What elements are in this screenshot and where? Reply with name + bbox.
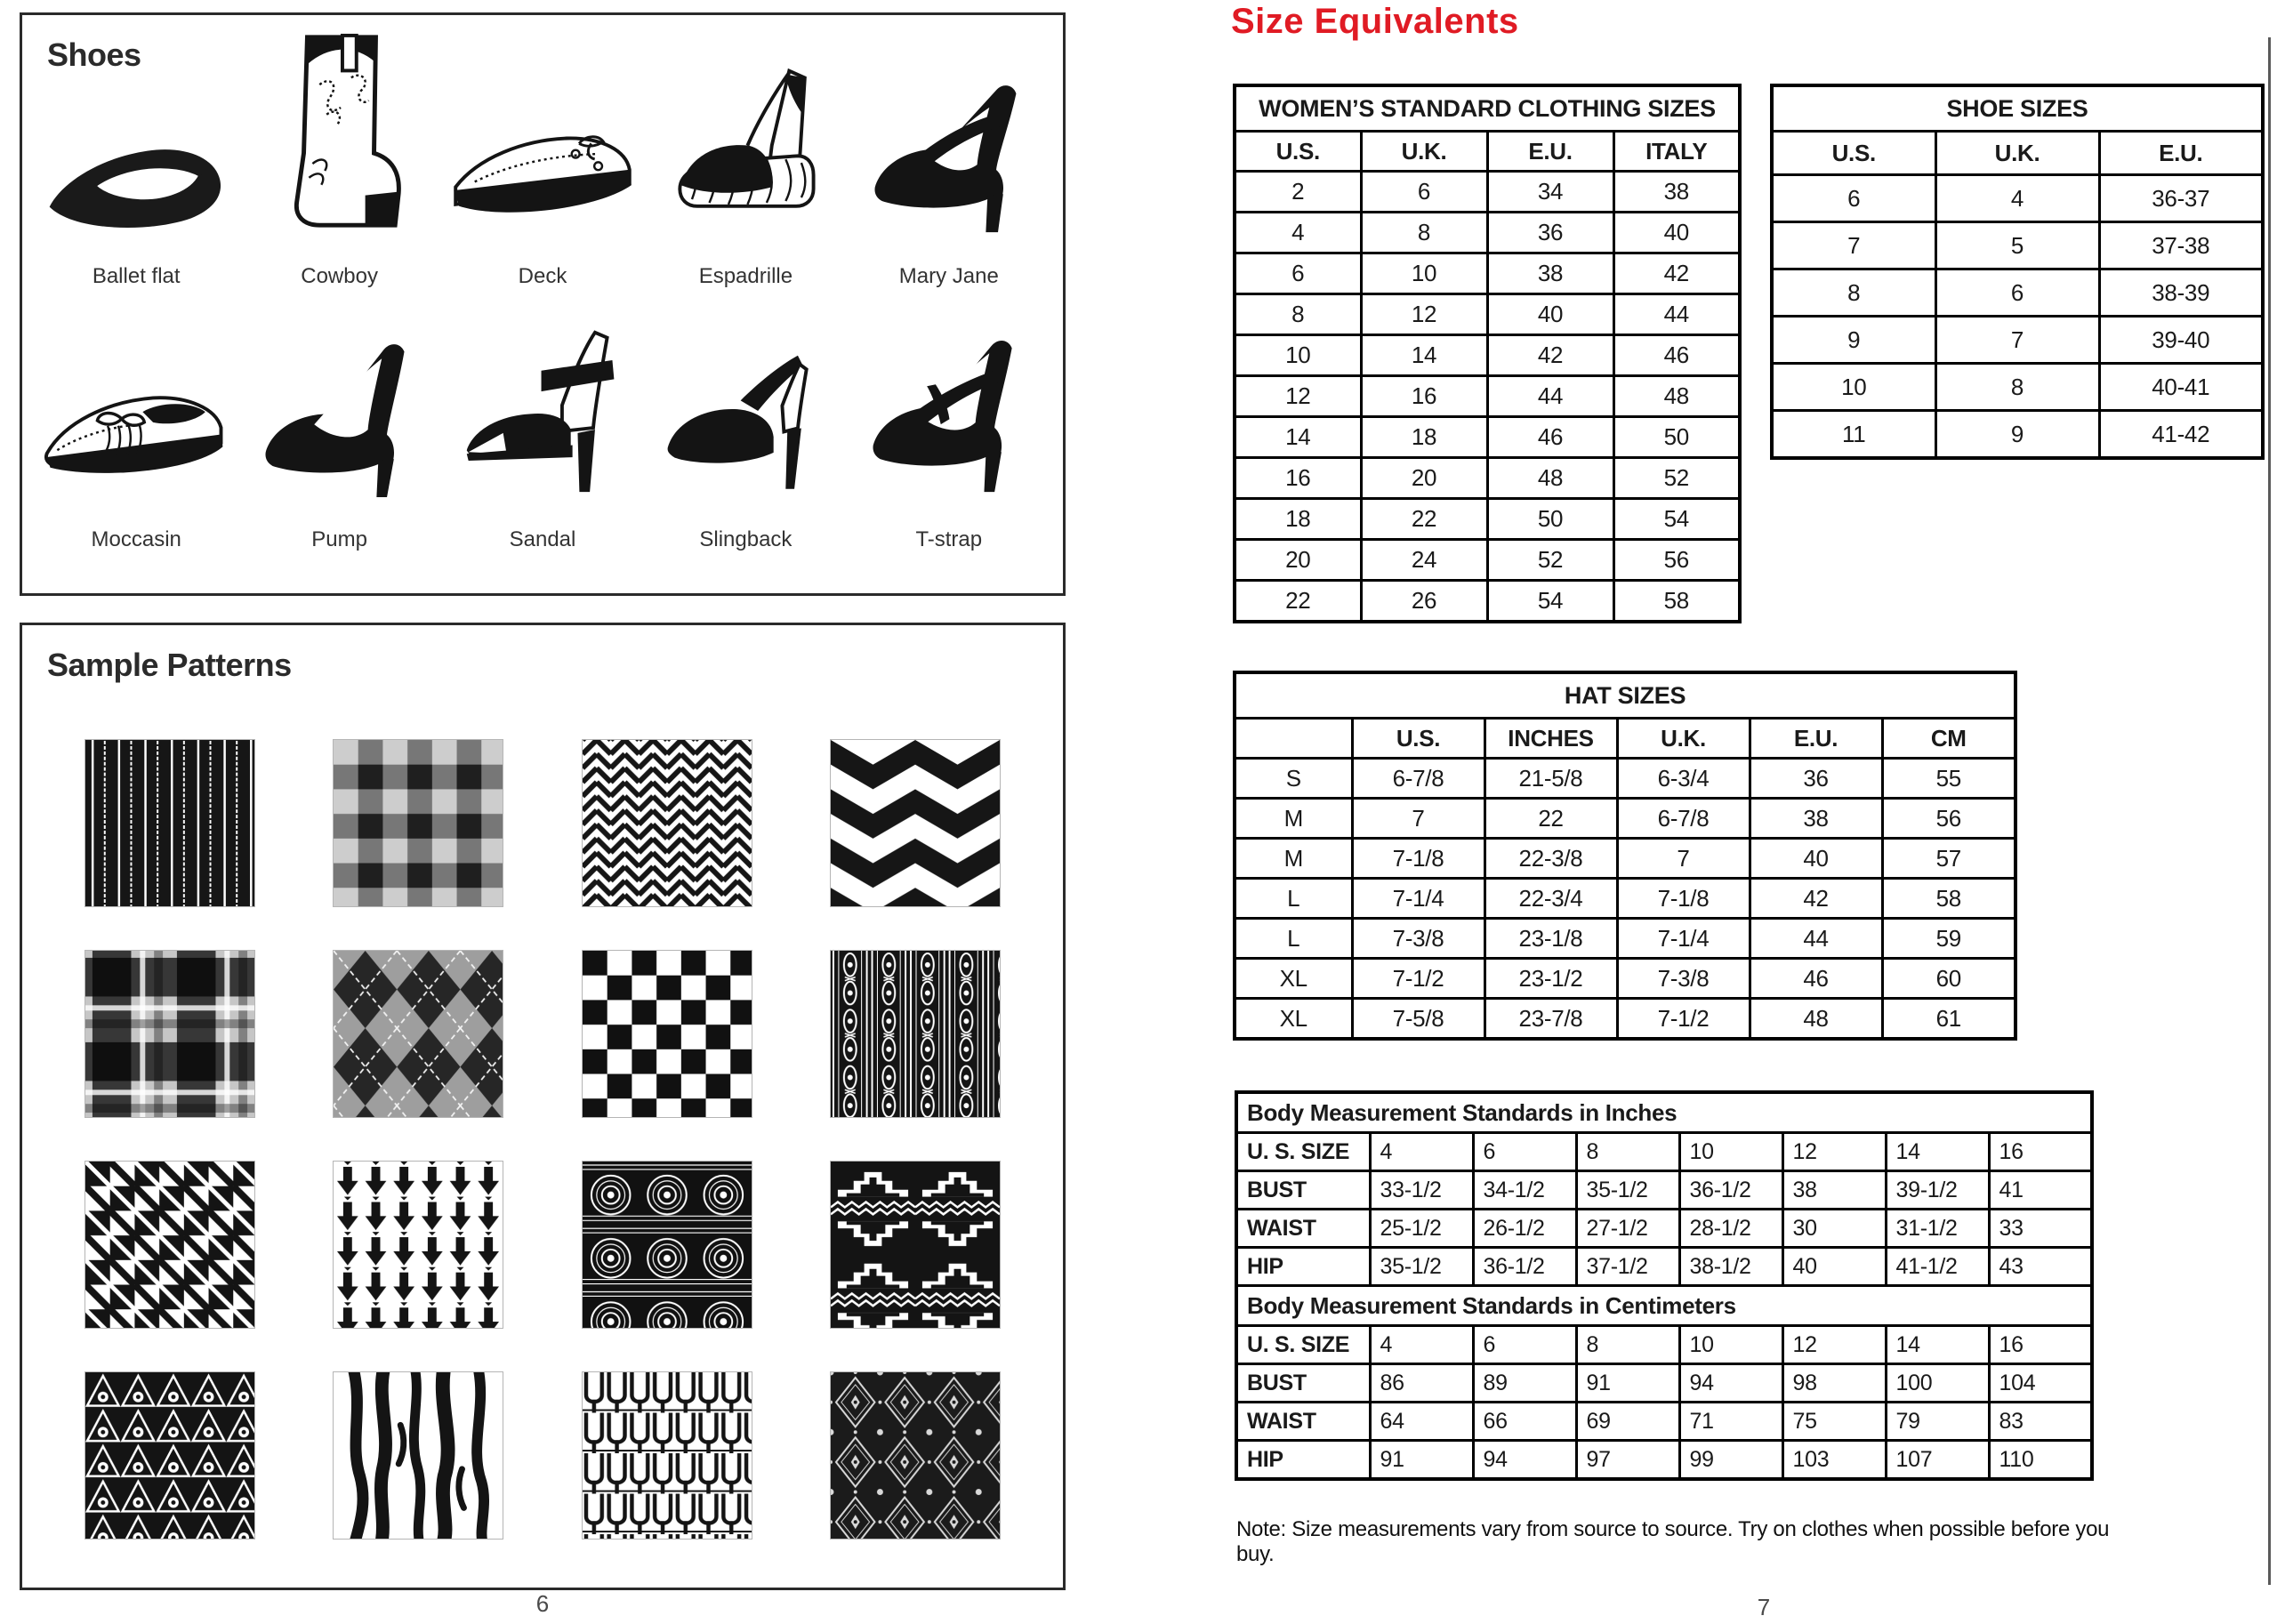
table-row [1235,959,2016,999]
table-cell: 40 [1613,213,1740,253]
table-cell: 46 [1487,417,1613,458]
table-cell: 7-3/8 [1617,959,1750,999]
pattern-aztec-swatch [830,1161,1001,1329]
table-cell: 40 [1750,839,1882,879]
table-cell: 7-3/8 [1352,919,1484,959]
pattern-gingham-swatch [333,739,503,907]
table-cell: 52 [1613,458,1740,499]
body-measurement-table [1235,1090,2094,1481]
table-row [1235,172,1740,213]
table-cell: 22 [1484,799,1617,839]
table-cell: 25-1/2 [1370,1210,1473,1248]
table-row [1235,458,1740,499]
section-title-row [1236,1286,2092,1326]
table-row [1236,1171,2092,1210]
table-cell: 40 [1487,294,1613,335]
espadrille-icon [669,59,822,241]
table-cell: 7-1/8 [1617,879,1750,919]
table-cell: 4 [1370,1326,1473,1364]
table-cell: 23-1/8 [1484,919,1617,959]
table-cell: 20 [1361,458,1487,499]
slingback-icon [661,326,830,504]
table-cell: 4 [1370,1133,1473,1171]
table-cell: 91 [1370,1441,1473,1480]
table-cell: 50 [1487,499,1613,540]
table-header-row [1235,132,1740,172]
pattern-arrow-lattice-swatch [333,1161,503,1329]
table-cell: 8 [1935,364,2099,411]
table-cell: S [1235,759,1352,799]
table-cell: 7 [1935,317,2099,364]
table-title-row [1772,85,2263,132]
table-cell: 8 [1576,1326,1679,1364]
table-cell: 39-1/2 [1886,1171,1989,1210]
shoes-section [20,12,1066,596]
section-title-row [1236,1092,2092,1133]
table-cell: HIP [1236,1441,1370,1480]
column-header: E.U. [1487,132,1613,172]
table-cell: 33 [1989,1210,2092,1248]
table-cell: 26 [1361,581,1487,623]
table-cell: 41 [1989,1171,2092,1210]
shoe-label: Pump [311,527,367,551]
table-cell: 59 [1882,919,2016,959]
table-cell: 14 [1886,1133,1989,1171]
table-cell: 91 [1576,1364,1679,1403]
table-cell: 44 [1613,294,1740,335]
table-cell: 60 [1882,959,2016,999]
table-cell: 12 [1361,294,1487,335]
table-cell: 98 [1782,1364,1886,1403]
pattern-meander-swatch [582,1371,752,1540]
table-cell: 22-3/8 [1484,839,1617,879]
column-header: U.K. [1935,132,2099,175]
shoe-ballet-flat [35,31,237,294]
shoe-slingback [644,294,847,558]
table-row [1235,540,1740,581]
table-cell: 42 [1750,879,1882,919]
table-cell: 18 [1235,499,1361,540]
table-cell: 10 [1772,364,1935,411]
table-cell: WAIST [1236,1403,1370,1441]
table-cell: 7 [1617,839,1750,879]
column-header: U.S. [1772,132,1935,175]
section-title: Body Measurement Standards in Centimeters [1236,1286,2092,1326]
table-cell: 38-39 [2099,269,2263,317]
table-cell: 50 [1613,417,1740,458]
shoe-cowboy [237,31,440,294]
column-header: ITALY [1613,132,1740,172]
table-cell: 30 [1782,1210,1886,1248]
table-cell: 24 [1361,540,1487,581]
table-cell: 38 [1487,253,1613,294]
column-header: E.U. [1750,719,1882,759]
table-cell: 6 [1473,1133,1576,1171]
table-cell: 23-7/8 [1484,999,1617,1040]
table-cell: 94 [1473,1441,1576,1480]
table-cell: XL [1235,959,1352,999]
table-cell: 75 [1782,1403,1886,1441]
table-cell: 14 [1886,1326,1989,1364]
table-cell: 69 [1576,1403,1679,1441]
table-cell: 36 [1750,759,1882,799]
pattern-pinstripe-swatch [84,739,255,907]
table-cell: 16 [1361,376,1487,417]
deck-shoe-icon [447,119,638,241]
table-row [1235,294,1740,335]
table-cell: L [1235,879,1352,919]
table-cell: 58 [1613,581,1740,623]
table-cell: 4 [1235,213,1361,253]
table-cell: 6-7/8 [1617,799,1750,839]
table-cell: 16 [1989,1133,2092,1171]
table-cell: 23-1/2 [1484,959,1617,999]
table-row [1235,919,2016,959]
table-cell: 40 [1782,1248,1886,1286]
table-cell: 7-5/8 [1352,999,1484,1040]
pattern-ikat-stripe-swatch [830,950,1001,1118]
table-cell: 58 [1882,879,2016,919]
pattern-diamond-foulard-swatch [830,1371,1001,1540]
pattern-herringbone-swatch [582,739,752,907]
table-cell: 10 [1361,253,1487,294]
table-cell: 31-1/2 [1886,1210,1989,1248]
table-cell: 66 [1473,1403,1576,1441]
table-cell: 38 [1782,1171,1886,1210]
table-row [1235,999,2016,1040]
pattern-plaid-swatch [84,950,255,1118]
size-note: Note: Size measurements vary from source to source. Try on clothes when possible before you buy. [1236,1517,2110,1566]
table-cell: XL [1235,999,1352,1040]
ballet-flat-icon [43,132,229,241]
table-cell: 16 [1235,458,1361,499]
table-cell: 10 [1235,335,1361,376]
table-cell: 46 [1613,335,1740,376]
shoe-label: Sandal [509,527,576,551]
table-header-row [1235,719,2016,759]
table-cell: 21-5/8 [1484,759,1617,799]
table-cell: 42 [1613,253,1740,294]
pattern-checkerboard-swatch [582,950,752,1118]
table-cell: 107 [1886,1441,1989,1480]
table-title: SHOE SIZES [1772,85,2263,132]
table-row [1236,1364,2092,1403]
pattern-argyle-swatch [333,950,503,1118]
mary-jane-icon [866,68,1031,241]
shoe-t-strap [848,294,1050,558]
shoe-moccasin [35,294,237,558]
table-cell: 46 [1750,959,1882,999]
pattern-zebra-swatch [333,1371,503,1540]
table-cell: 52 [1487,540,1613,581]
table-row [1235,335,1740,376]
table-cell: 83 [1989,1403,2092,1441]
table-cell: 99 [1679,1441,1782,1480]
pattern-triangle-mosaic-swatch [84,1371,255,1540]
table-cell: 38 [1613,172,1740,213]
table-cell: M [1235,839,1352,879]
table-cell: 103 [1782,1441,1886,1480]
table-cell: 41-1/2 [1886,1248,1989,1286]
shoe-label: Espadrille [698,264,793,288]
table-title-row [1235,85,1740,132]
table-cell: 6-7/8 [1352,759,1484,799]
table-row [1235,376,1740,417]
table-cell: 7-1/4 [1617,919,1750,959]
table-cell: 56 [1882,799,2016,839]
table-cell: 10 [1679,1133,1782,1171]
table-cell: 28-1/2 [1679,1210,1782,1248]
table-cell: 55 [1882,759,2016,799]
table-row [1235,417,1740,458]
table-cell: 38 [1750,799,1882,839]
table-cell: 36-1/2 [1473,1248,1576,1286]
table-cell: 5 [1935,222,2099,269]
shoe-mary-jane [848,31,1050,294]
t-strap-icon [865,322,1034,504]
table-cell: 12 [1235,376,1361,417]
table-row [1236,1326,2092,1364]
table-cell: 33-1/2 [1370,1171,1473,1210]
table-cell: 35-1/2 [1370,1248,1473,1286]
table-cell: 38-1/2 [1679,1248,1782,1286]
table-cell: 89 [1473,1364,1576,1403]
table-cell: 4 [1935,175,2099,222]
table-cell: WAIST [1236,1210,1370,1248]
table-cell: 7-1/4 [1352,879,1484,919]
patterns-grid [45,739,1040,1540]
table-row [1772,364,2263,411]
table-cell: 35-1/2 [1576,1171,1679,1210]
shoe-label: T-strap [915,527,983,551]
table-header-row [1772,132,2263,175]
shoes-grid [35,31,1050,558]
table-cell: 71 [1679,1403,1782,1441]
table-cell: 7 [1352,799,1484,839]
pattern-chevron-swatch [830,739,1001,907]
table-cell: 79 [1886,1403,1989,1441]
shoe-label: Ballet flat [92,264,181,288]
table-row [1236,1441,2092,1480]
table-cell: 8 [1361,213,1487,253]
table-row [1236,1403,2092,1441]
hat-sizes-table [1233,671,2017,1041]
table-cell: 6 [1361,172,1487,213]
table-cell: 36-37 [2099,175,2263,222]
table-cell: 8 [1772,269,1935,317]
table-cell: 100 [1886,1364,1989,1403]
table-cell: 34-1/2 [1473,1171,1576,1210]
table-cell: 110 [1989,1441,2092,1480]
table-cell: HIP [1236,1248,1370,1286]
sandal-icon [458,322,627,504]
table-cell: 7-1/2 [1352,959,1484,999]
shoes-heading: Shoes [47,36,141,73]
sample-patterns-section [20,623,1066,1590]
shoe-label: Slingback [699,527,793,551]
womens-clothing-sizes-table [1233,84,1742,623]
table-cell: 48 [1613,376,1740,417]
column-header: U.S. [1352,719,1484,759]
table-row [1772,411,2263,459]
page-number-left: 6 [535,1590,550,1617]
table-row [1235,799,2016,839]
section-title: Body Measurement Standards in Inches [1236,1092,2092,1133]
table-cell: U. S. SIZE [1236,1133,1370,1171]
shoe-label: Deck [518,264,567,288]
table-cell: 20 [1235,540,1361,581]
table-cell: 6 [1935,269,2099,317]
table-cell: 40-41 [2099,364,2263,411]
table-cell: 22-3/4 [1484,879,1617,919]
table-row [1772,317,2263,364]
table-cell: 39-40 [2099,317,2263,364]
table-cell: 6 [1473,1326,1576,1364]
table-cell: L [1235,919,1352,959]
table-cell: 22 [1361,499,1487,540]
table-cell: 86 [1370,1364,1473,1403]
table-row [1235,499,1740,540]
table-cell: 9 [1772,317,1935,364]
column-header [1235,719,1352,759]
column-header: INCHES [1484,719,1617,759]
shoe-label: Cowboy [301,264,378,288]
table-cell: 7-1/2 [1617,999,1750,1040]
table-row [1772,222,2263,269]
table-cell: 8 [1235,294,1361,335]
shoe-deck [441,31,644,294]
table-cell: 26-1/2 [1473,1210,1576,1248]
shoe-label: Moccasin [91,527,181,551]
table-row [1235,581,1740,623]
table-cell: 44 [1487,376,1613,417]
table-row [1772,269,2263,317]
table-cell: 64 [1370,1403,1473,1441]
table-cell: 61 [1882,999,2016,1040]
table-cell: 6 [1235,253,1361,294]
column-header: U.K. [1617,719,1750,759]
table-row [1235,253,1740,294]
table-cell: 41-42 [2099,411,2263,459]
table-cell: 10 [1679,1326,1782,1364]
table-row [1235,213,1740,253]
shoe-espadrille [644,31,847,294]
patterns-heading: Sample Patterns [47,647,292,683]
pump-icon [257,331,422,504]
table-cell: 37-1/2 [1576,1248,1679,1286]
table-cell: 8 [1576,1133,1679,1171]
table-cell: 7 [1772,222,1935,269]
pattern-circle-medallion-swatch [582,1161,752,1329]
table-cell: 2 [1235,172,1361,213]
table-cell: 9 [1935,411,2099,459]
table-title-row [1235,672,2016,719]
table-cell: 48 [1487,458,1613,499]
table-cell: BUST [1236,1171,1370,1210]
table-cell: 36 [1487,213,1613,253]
table-cell: 37-38 [2099,222,2263,269]
shoe-label: Mary Jane [898,264,999,288]
table-cell: 56 [1613,540,1740,581]
column-header: E.U. [2099,132,2263,175]
page-edge-line [2268,37,2271,1585]
table-cell: 18 [1361,417,1487,458]
table-cell: 6-3/4 [1617,759,1750,799]
table-cell: 12 [1782,1326,1886,1364]
table-cell: BUST [1236,1364,1370,1403]
table-row [1235,839,2016,879]
cowboy-boot-icon [273,30,406,241]
table-cell: 57 [1882,839,2016,879]
table-cell: 14 [1235,417,1361,458]
table-cell: 27-1/2 [1576,1210,1679,1248]
table-cell: 7-1/8 [1352,839,1484,879]
size-equivalents-title: Size Equivalents [1231,2,1519,41]
pattern-houndstooth-swatch [84,1161,255,1329]
table-cell: U. S. SIZE [1236,1326,1370,1364]
table-cell: 54 [1613,499,1740,540]
table-title: WOMEN’S STANDARD CLOTHING SIZES [1235,85,1740,132]
table-cell: 42 [1487,335,1613,376]
table-cell: 104 [1989,1364,2092,1403]
table-cell: M [1235,799,1352,839]
table-cell: 16 [1989,1326,2092,1364]
table-cell: 94 [1679,1364,1782,1403]
table-row [1235,879,2016,919]
table-title: HAT SIZES [1235,672,2016,719]
table-cell: 22 [1235,581,1361,623]
table-row [1235,759,2016,799]
shoe-sizes-table [1770,84,2265,460]
shoe-sandal [441,294,644,558]
table-cell: 34 [1487,172,1613,213]
table-row [1236,1133,2092,1171]
table-row [1772,175,2263,222]
table-cell: 54 [1487,581,1613,623]
table-cell: 14 [1361,335,1487,376]
table-cell: 48 [1750,999,1882,1040]
page-number-right: 7 [1757,1594,1771,1620]
table-cell: 44 [1750,919,1882,959]
table-cell: 36-1/2 [1679,1171,1782,1210]
table-cell: 12 [1782,1133,1886,1171]
column-header: CM [1882,719,2016,759]
shoe-pump [237,294,440,558]
table-row [1236,1248,2092,1286]
table-cell: 97 [1576,1441,1679,1480]
table-cell: 11 [1772,411,1935,459]
table-cell: 43 [1989,1248,2092,1286]
column-header: U.K. [1361,132,1487,172]
table-row [1236,1210,2092,1248]
table-cell: 6 [1772,175,1935,222]
moccasin-icon [37,374,235,504]
column-header: U.S. [1235,132,1361,172]
